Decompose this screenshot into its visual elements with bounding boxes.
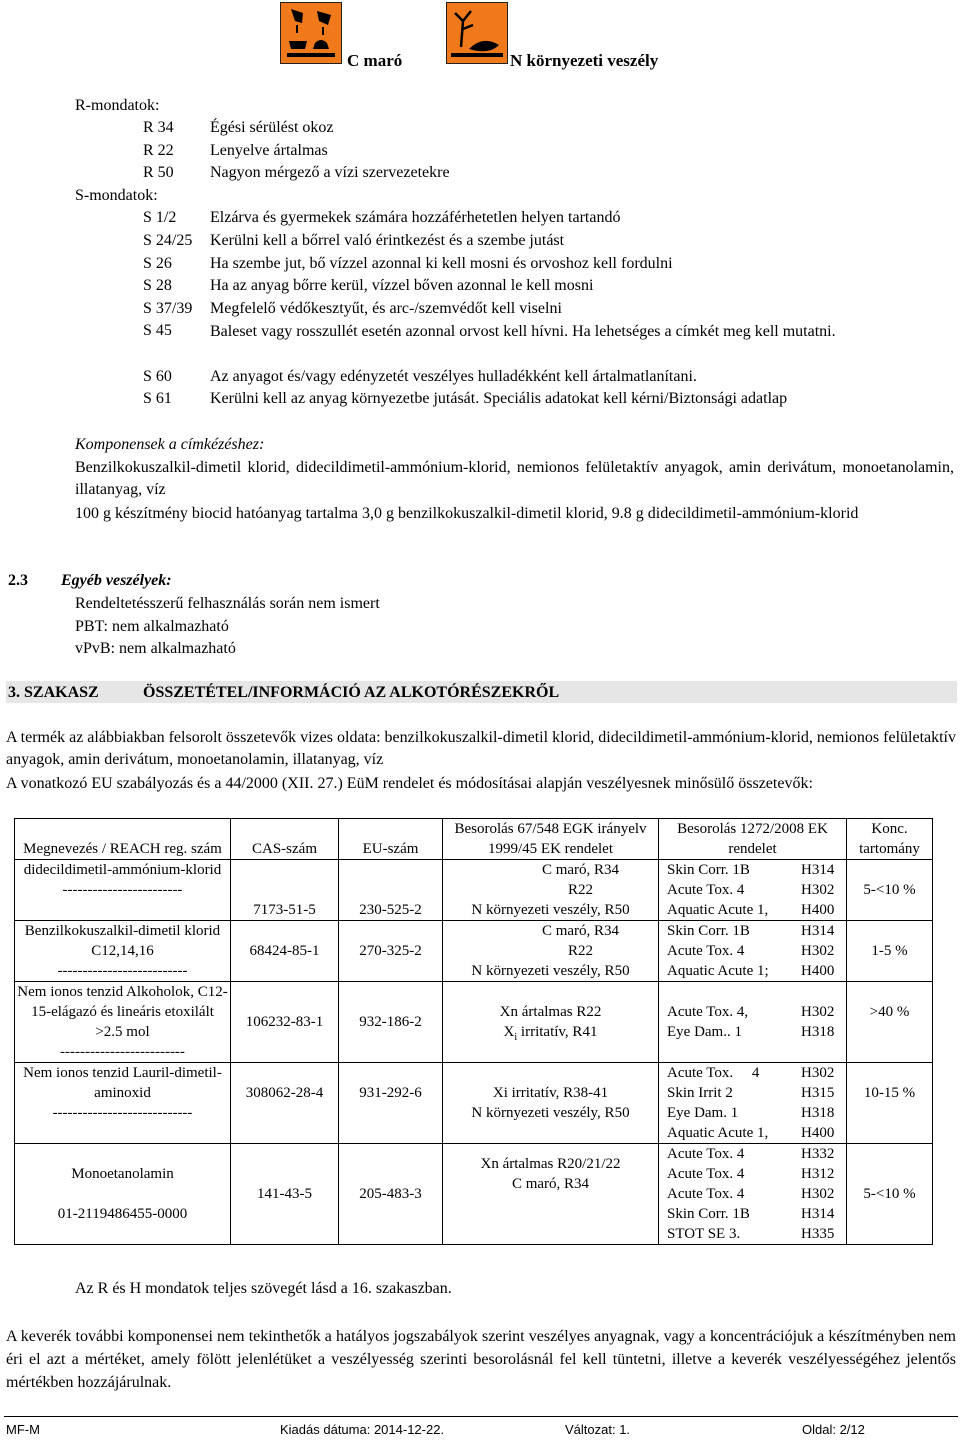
header-clp: Besorolás 1272/2008 EK rendelet	[659, 819, 847, 860]
cas-number: 68424-85-1	[231, 921, 339, 982]
r-code: R 50	[143, 164, 174, 181]
s-code: S 26	[143, 255, 172, 272]
table-row	[15, 921, 933, 982]
clp-class: Skin Corr. 1B	[667, 1206, 750, 1222]
footer-version: Változat: 1.	[565, 1422, 631, 1437]
dsd-class: N környezeti veszély, R50	[471, 963, 630, 979]
clp-class: Aquatic Acute 1,	[667, 902, 769, 918]
separator: ------------------------	[62, 882, 183, 898]
other-hazards-line: vPvB: nem alkalmazható	[75, 640, 236, 657]
r-text: Égési sérülést okoz	[210, 119, 334, 136]
h-statement: H400	[801, 963, 835, 979]
header-eu: EU-szám	[339, 819, 443, 860]
clp-class: Aquatic Acute 1;	[667, 963, 769, 979]
dsd-class: X	[503, 1024, 515, 1040]
corrosive-label: C maró	[347, 51, 403, 70]
r-code: R 34	[143, 119, 174, 136]
clp-class: Eye Dam. 1	[667, 1105, 739, 1121]
h-statement: H315	[801, 1085, 835, 1101]
component-name: Benzilkokuszalkil-dimetil klorid C12,14,16	[24, 923, 221, 959]
concentration: 5-<10 %	[847, 860, 933, 921]
dsd-class: Xn ártalmas R22	[499, 1004, 602, 1020]
eu-number: 931-292-6	[339, 1063, 443, 1144]
r-heading: R-mondatok:	[75, 97, 160, 114]
other-hazards-line: Rendeltetésszerű felhasználás során nem ismert	[75, 595, 380, 612]
clp-class: Aquatic Acute 1,	[667, 1125, 769, 1141]
concentration: >40 %	[847, 982, 933, 1063]
dsd-class: C maró, R34	[511, 1176, 590, 1192]
h-statement: H302	[801, 1004, 835, 1020]
eu-number: 230-525-2	[339, 860, 443, 921]
table-row	[15, 860, 933, 921]
table-header-row	[15, 819, 933, 860]
s-code: S 37/39	[143, 300, 193, 317]
s-text: Elzárva és gyermekek számára hozzáférhetetlen helyen tartandó	[210, 209, 621, 226]
dsd-class: Xn ártalmas R20/21/22	[480, 1156, 621, 1172]
s-code: S 28	[143, 277, 172, 294]
clp-class: Acute Tox. 4	[667, 1166, 745, 1182]
section-number: 2.3	[8, 572, 28, 589]
other-hazards-title: Egyéb veszélyek:	[61, 572, 172, 589]
h-statement: H314	[801, 862, 835, 878]
section3-intro: A termék az alábbiakban felsorolt összetevők vizes oldata: benzilkokuszalkil-dimetil klorid, didecildimetil-ammónium-klorid, nemionos felületaktív anyagok, amin derivátum, monoetanolamin, illatanyag, víz	[6, 729, 956, 768]
footer-issue-date: Kiadás dátuma: 2014-12-22.	[280, 1422, 445, 1437]
s-text: Kerülni kell a bőrrel való érintkezést és a szembe jutást	[210, 232, 565, 249]
footer-product: MF-M	[6, 1422, 40, 1437]
clp-class: Skin Corr. 1B	[667, 923, 750, 939]
s-text: Ha szembe jut, bő vízzel azonnal ki kell mosni és orvoshoz kell fordulni	[210, 255, 673, 272]
cas-number: 141-43-5	[231, 1144, 339, 1245]
h-statement: H314	[801, 1206, 835, 1222]
section3-title: ÖSSZETÉTEL/INFORMÁCIÓ AZ ALKOTÓRÉSZEKRŐL	[143, 684, 560, 701]
s-code: S 24/25	[143, 232, 193, 249]
dsd-class: Xi irritatív, R38-41	[492, 1085, 609, 1101]
clp-class: Acute Tox. 4	[667, 882, 745, 898]
environment-label: N környezeti veszély	[510, 51, 659, 70]
header-dsd: Besorolás 67/548 EGK irányelv 1999/45 EK rendelet	[443, 819, 659, 860]
clp-class: Acute Tox. 4	[667, 943, 745, 959]
eu-number: 270-325-2	[339, 921, 443, 982]
h-statement: H318	[801, 1024, 835, 1040]
h-statement: H302	[801, 1065, 835, 1081]
dsd-class: N környezeti veszély, R50	[471, 1105, 630, 1121]
h-statement: H302	[801, 882, 835, 898]
environment-hazard-icon	[447, 3, 507, 63]
labeling-components: Benzilkokuszalkil-dimetil klorid, didecildimetil-ammónium-klorid, nemionos felületaktív anyagok, amin derivátum, monoetanolamin, illatanyag, víz	[75, 459, 954, 498]
header-conc: Konc. tartomány	[847, 819, 933, 860]
dsd-class: N környezeti veszély, R50	[471, 902, 630, 918]
footer-page-number: Oldal: 2/12	[802, 1422, 865, 1437]
labeling-heading: Komponensek a címkézéshez:	[75, 436, 265, 453]
clp-class: Skin Corr. 1B	[667, 862, 750, 878]
s-text: Megfelelő védőkesztyűt, és arc-/szemvédőt kell viselni	[210, 300, 562, 317]
dsd-subscript: i	[514, 1032, 518, 1043]
separator: ----------------------------	[52, 1105, 193, 1121]
dsd-class: R22	[567, 882, 593, 898]
clp-class: Eye Dam.. 1	[667, 1024, 742, 1040]
h-statement: H318	[801, 1105, 835, 1121]
dsd-class: C maró, R34	[541, 862, 620, 878]
h-statement: H302	[801, 1186, 835, 1202]
concentration: 1-5 %	[847, 921, 933, 982]
header-cas: CAS-szám	[231, 819, 339, 860]
clp-class: Acute Tox. 4	[667, 1186, 745, 1202]
dsd-class: irritatív, R41	[517, 1024, 598, 1040]
corrosive-pictogram	[280, 2, 342, 64]
corrosive-icon	[281, 3, 341, 63]
other-hazards-line: PBT: nem alkalmazható	[75, 618, 229, 635]
component-name: didecildimetil-ammónium-klorid	[23, 862, 222, 878]
eu-number: 932-186-2	[339, 982, 443, 1063]
cas-number: 7173-51-5	[231, 860, 339, 921]
component-name: Nem ionos tenzid Alkoholok, C12-15-elágazó és lineáris etoxilált >2.5 mol	[17, 984, 228, 1040]
clp-class: Skin Irrit 2	[667, 1085, 733, 1101]
clp-class: Acute Tox. 4	[667, 1146, 745, 1162]
concentration: 5-<10 %	[847, 1144, 933, 1245]
s-heading: S-mondatok:	[75, 187, 158, 204]
environment-pictogram	[446, 2, 508, 64]
components-table	[14, 818, 933, 1245]
section3-number: 3. SZAKASZ	[8, 684, 99, 701]
h-statement: H302	[801, 943, 835, 959]
h-statement: H400	[801, 1125, 835, 1141]
concentration: 10-15 %	[847, 1063, 933, 1144]
dsd-class: C maró, R34	[541, 923, 620, 939]
separator: --------------------------	[57, 963, 188, 979]
eu-number: 205-483-3	[339, 1144, 443, 1245]
h-statement: H312	[801, 1166, 835, 1182]
table-note: Az R és H mondatok teljes szövegét lásd a 16. szakaszban.	[75, 1280, 452, 1297]
s-code: S 60	[143, 368, 172, 385]
footer-divider	[4, 1416, 958, 1417]
clp-class: Acute Tox. 4	[667, 1065, 760, 1081]
s-text: Kerülni kell az anyag környezetbe jutását. Speciális adatokat kell kérni/Biztonsági adatlap	[210, 390, 788, 407]
separator: -------------------------	[60, 1044, 185, 1060]
s-code: S 61	[143, 390, 172, 407]
h-statement: H314	[801, 923, 835, 939]
labeling-biocide-content: 100 g készítmény biocid hatóanyag tartalma 3,0 g benzilkokuszalkil-dimetil klorid, 9.8 g didecildimetil-ammónium-klorid	[75, 505, 859, 522]
closing-paragraph: A keverék további komponensei nem tekinthetők a hatályos jogszabályok szerint veszélyes anyagnak, vagy a koncentrációjuk a készítményben nem éri el azt a mértéket, amely fölött jelenlétüket a veszélyesség szerinti besorolásnál fel kell tüntetni, illetve a keverék veszélyességéhez jelentős mértékben hozzájárulnak.	[6, 1328, 956, 1391]
table-row	[15, 1063, 933, 1144]
h-statement: H335	[801, 1226, 835, 1242]
s-code: S 1/2	[143, 209, 177, 226]
component-name: Monoetanolamin	[71, 1166, 174, 1182]
h-statement: H400	[801, 902, 835, 918]
r-text: Nagyon mérgező a vízi szervezetekre	[210, 164, 450, 181]
r-text: Lenyelve ártalmas	[210, 142, 328, 159]
table-row	[15, 1144, 933, 1245]
s-code: S 45	[143, 322, 172, 339]
table-row	[15, 982, 933, 1063]
component-name: Nem ionos tenzid Lauril-dimetil-aminoxid	[23, 1065, 222, 1101]
r-code: R 22	[143, 142, 174, 159]
section3-regulation: A vonatkozó EU szabályozás és a 44/2000 (XII. 27.) EüM rendelet és módosításai alapján veszélyesnek minősülő összetevők:	[6, 775, 813, 792]
cas-number: 106232-83-1	[231, 982, 339, 1063]
dsd-class: R22	[567, 943, 593, 959]
header-name: Megnevezés / REACH reg. szám	[15, 819, 231, 860]
reach-number: 01-2119486455-0000	[57, 1206, 188, 1222]
s-text: Ha az anyag bőrre kerül, vízzel bőven azonnal le kell mosni	[210, 277, 594, 294]
cas-number: 308062-28-4	[231, 1063, 339, 1144]
h-statement: H332	[801, 1146, 835, 1162]
clp-class: Acute Tox. 4,	[667, 1004, 749, 1020]
s-text: Az anyagot és/vagy edényzetét veszélyes hulladékként kell ártalmatlanítani.	[210, 368, 697, 385]
s-text: Baleset vagy rosszullét esetén azonnal orvost kell hívni. Ha lehetséges a címkét meg kell mutatni.	[210, 323, 836, 340]
clp-class: STOT SE 3.	[667, 1226, 741, 1242]
